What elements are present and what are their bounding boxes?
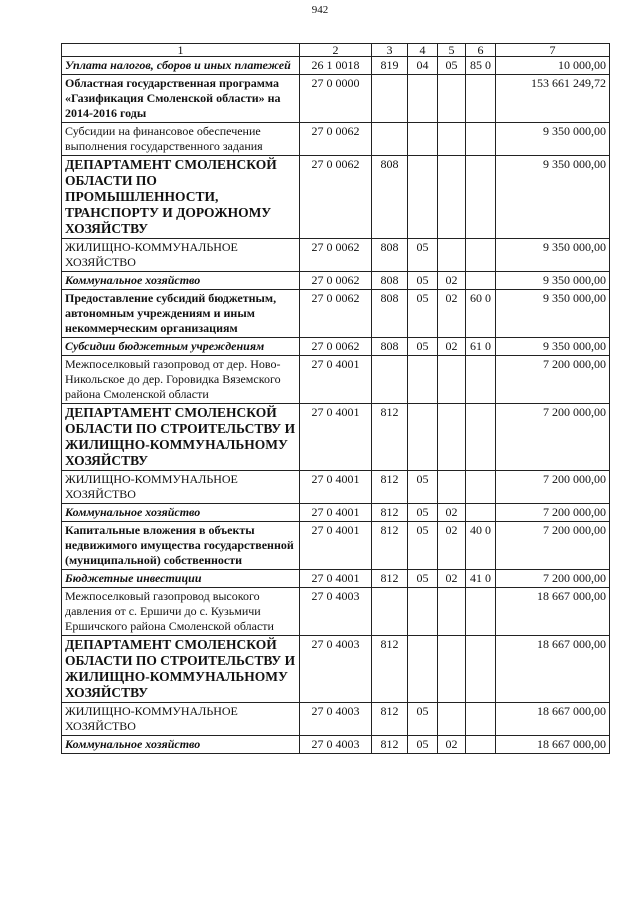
row-pr-cell: 02: [438, 736, 466, 754]
row-gr-cell: 812: [372, 570, 408, 588]
row-code-cell: 27 0 4001: [300, 404, 372, 471]
table-body: [62, 57, 610, 754]
table-row: [62, 239, 610, 272]
row-code-cell: 27 0 0062: [300, 239, 372, 272]
row-name-cell: ЖИЛИЩНО-КОММУНАЛЬНОЕ ХОЗЯЙСТВО: [62, 239, 300, 272]
row-gr-cell: 812: [372, 522, 408, 570]
row-vr-cell: [466, 156, 496, 239]
row-pr-cell: [438, 156, 466, 239]
row-sum-cell: 9 350 000,00: [496, 272, 610, 290]
row-pr-cell: [438, 239, 466, 272]
row-gr-cell: 812: [372, 703, 408, 736]
row-gr-cell: [372, 123, 408, 156]
row-rz-cell: 05: [408, 272, 438, 290]
row-pr-cell: 02: [438, 272, 466, 290]
table-row: [62, 588, 610, 636]
row-gr-cell: 808: [372, 290, 408, 338]
row-rz-cell: 05: [408, 504, 438, 522]
row-sum-cell: 7 200 000,00: [496, 471, 610, 504]
row-gr-cell: 808: [372, 156, 408, 239]
row-rz-cell: [408, 356, 438, 404]
row-code-cell: 27 0 0000: [300, 75, 372, 123]
row-sum-cell: 18 667 000,00: [496, 588, 610, 636]
row-sum-cell: 9 350 000,00: [496, 156, 610, 239]
row-name-cell: ДЕПАРТАМЕНТ СМОЛЕНСКОЙ ОБЛАСТИ ПО ПРОМЫШЛЕННОСТИ, ТРАНСПОРТУ И ДОРОЖНОМУ ХОЗЯЙСТВУ: [62, 156, 300, 239]
table-row: [62, 522, 610, 570]
row-rz-cell: [408, 75, 438, 123]
row-name-cell: Областная государственная программа «Газификация Смоленской области» на 2014-2016 годы: [62, 75, 300, 123]
row-sum-cell: 7 200 000,00: [496, 356, 610, 404]
row-vr-cell: 61 0: [466, 338, 496, 356]
row-vr-cell: [466, 471, 496, 504]
row-rz-cell: 05: [408, 703, 438, 736]
row-sum-cell: 7 200 000,00: [496, 404, 610, 471]
row-rz-cell: 05: [408, 338, 438, 356]
row-code-cell: 27 0 4003: [300, 588, 372, 636]
row-name-cell: Межпоселковый газопровод от дер. Ново-Никольское до дер. Горовидка Вяземского района Смоленской области: [62, 356, 300, 404]
row-vr-cell: [466, 75, 496, 123]
row-name-cell: Коммунальное хозяйство: [62, 272, 300, 290]
row-gr-cell: 808: [372, 338, 408, 356]
row-name-cell: ЖИЛИЩНО-КОММУНАЛЬНОЕ ХОЗЯЙСТВО: [62, 471, 300, 504]
row-rz-cell: 04: [408, 57, 438, 75]
row-pr-cell: 02: [438, 504, 466, 522]
row-rz-cell: [408, 404, 438, 471]
header-cell: 2: [300, 44, 372, 57]
header-cell: 7: [496, 44, 610, 57]
row-sum-cell: 7 200 000,00: [496, 522, 610, 570]
page-number: 942: [311, 4, 329, 16]
row-gr-cell: 808: [372, 239, 408, 272]
row-rz-cell: [408, 156, 438, 239]
row-name-cell: Межпоселковый газопровод высокого давления от с. Ершичи до с. Кузьмичи Ершичского района Смоленской области: [62, 588, 300, 636]
table-row: [62, 404, 610, 471]
row-code-cell: 27 0 0062: [300, 272, 372, 290]
row-sum-cell: 18 667 000,00: [496, 636, 610, 703]
row-sum-cell: 153 661 249,72: [496, 75, 610, 123]
table-row: [62, 338, 610, 356]
row-gr-cell: 808: [372, 272, 408, 290]
row-pr-cell: 02: [438, 338, 466, 356]
row-code-cell: 27 0 0062: [300, 156, 372, 239]
row-vr-cell: [466, 504, 496, 522]
row-name-cell: ЖИЛИЩНО-КОММУНАЛЬНОЕ ХОЗЯЙСТВО: [62, 703, 300, 736]
row-code-cell: 27 0 0062: [300, 290, 372, 338]
table-row: [62, 356, 610, 404]
row-sum-cell: 7 200 000,00: [496, 504, 610, 522]
row-pr-cell: [438, 703, 466, 736]
row-gr-cell: [372, 75, 408, 123]
row-name-cell: ДЕПАРТАМЕНТ СМОЛЕНСКОЙ ОБЛАСТИ ПО СТРОИТЕЛЬСТВУ И ЖИЛИЩНО-КОММУНАЛЬНОМУ ХОЗЯЙСТВУ: [62, 636, 300, 703]
row-name-cell: Бюджетные инвестиции: [62, 570, 300, 588]
row-sum-cell: 9 350 000,00: [496, 123, 610, 156]
table-row: [62, 57, 610, 75]
row-rz-cell: [408, 636, 438, 703]
row-vr-cell: [466, 356, 496, 404]
row-name-cell: Субсидии бюджетным учреждениям: [62, 338, 300, 356]
table-row: [62, 471, 610, 504]
row-pr-cell: [438, 75, 466, 123]
row-name-cell: Капитальные вложения в объекты недвижимого имущества государственной (муниципальной) собственности: [62, 522, 300, 570]
table-row: [62, 156, 610, 239]
row-code-cell: 27 0 0062: [300, 338, 372, 356]
row-gr-cell: 812: [372, 736, 408, 754]
row-gr-cell: 812: [372, 504, 408, 522]
row-vr-cell: [466, 239, 496, 272]
row-gr-cell: [372, 356, 408, 404]
row-code-cell: 27 0 4001: [300, 570, 372, 588]
row-gr-cell: [372, 588, 408, 636]
row-vr-cell: [466, 404, 496, 471]
row-code-cell: 26 1 0018: [300, 57, 372, 75]
row-pr-cell: 05: [438, 57, 466, 75]
table-row: [62, 75, 610, 123]
header-cell: 4: [408, 44, 438, 57]
table-row: [62, 570, 610, 588]
row-code-cell: 27 0 4001: [300, 356, 372, 404]
row-code-cell: 27 0 4003: [300, 636, 372, 703]
row-rz-cell: 05: [408, 471, 438, 504]
row-gr-cell: 819: [372, 57, 408, 75]
row-pr-cell: [438, 636, 466, 703]
row-rz-cell: 05: [408, 290, 438, 338]
row-vr-cell: 60 0: [466, 290, 496, 338]
table-row: [62, 290, 610, 338]
row-pr-cell: [438, 471, 466, 504]
table-row: [62, 703, 610, 736]
row-pr-cell: 02: [438, 290, 466, 338]
budget-table: [61, 43, 610, 754]
row-name-cell: Коммунальное хозяйство: [62, 736, 300, 754]
row-code-cell: 27 0 4001: [300, 471, 372, 504]
row-name-cell: Коммунальное хозяйство: [62, 504, 300, 522]
row-rz-cell: 05: [408, 239, 438, 272]
row-sum-cell: 10 000,00: [496, 57, 610, 75]
row-pr-cell: 02: [438, 522, 466, 570]
table-row: [62, 123, 610, 156]
row-vr-cell: [466, 588, 496, 636]
row-rz-cell: 05: [408, 736, 438, 754]
row-vr-cell: 40 0: [466, 522, 496, 570]
row-code-cell: 27 0 0062: [300, 123, 372, 156]
table-row: [62, 504, 610, 522]
row-gr-cell: 812: [372, 471, 408, 504]
row-pr-cell: [438, 123, 466, 156]
row-gr-cell: 812: [372, 404, 408, 471]
row-vr-cell: [466, 736, 496, 754]
row-vr-cell: [466, 272, 496, 290]
row-name-cell: Субсидии на финансовое обеспечение выполнения государственного задания: [62, 123, 300, 156]
header-cell: 1: [62, 44, 300, 57]
row-code-cell: 27 0 4001: [300, 504, 372, 522]
row-name-cell: Предоставление субсидий бюджетным, автономным учреждениям и иным некоммерческим организациям: [62, 290, 300, 338]
row-rz-cell: [408, 123, 438, 156]
table-row: [62, 272, 610, 290]
row-sum-cell: 9 350 000,00: [496, 290, 610, 338]
row-pr-cell: [438, 404, 466, 471]
row-pr-cell: [438, 588, 466, 636]
row-sum-cell: 18 667 000,00: [496, 703, 610, 736]
row-gr-cell: 812: [372, 636, 408, 703]
row-code-cell: 27 0 4003: [300, 736, 372, 754]
row-pr-cell: 02: [438, 570, 466, 588]
row-vr-cell: 41 0: [466, 570, 496, 588]
row-sum-cell: 9 350 000,00: [496, 239, 610, 272]
row-sum-cell: 9 350 000,00: [496, 338, 610, 356]
row-pr-cell: [438, 356, 466, 404]
row-sum-cell: 7 200 000,00: [496, 570, 610, 588]
header-cell: 5: [438, 44, 466, 57]
row-vr-cell: [466, 123, 496, 156]
row-rz-cell: 05: [408, 522, 438, 570]
row-vr-cell: 85 0: [466, 57, 496, 75]
row-sum-cell: 18 667 000,00: [496, 736, 610, 754]
table-row: [62, 636, 610, 703]
row-vr-cell: [466, 703, 496, 736]
row-code-cell: 27 0 4003: [300, 703, 372, 736]
header-cell: 3: [372, 44, 408, 57]
row-vr-cell: [466, 636, 496, 703]
table-row: [62, 736, 610, 754]
row-code-cell: 27 0 4001: [300, 522, 372, 570]
row-rz-cell: [408, 588, 438, 636]
row-name-cell: Уплата налогов, сборов и иных платежей: [62, 57, 300, 75]
header-row: [62, 44, 610, 57]
row-rz-cell: 05: [408, 570, 438, 588]
row-name-cell: ДЕПАРТАМЕНТ СМОЛЕНСКОЙ ОБЛАСТИ ПО СТРОИТЕЛЬСТВУ И ЖИЛИЩНО-КОММУНАЛЬНОМУ ХОЗЯЙСТВУ: [62, 404, 300, 471]
header-cell: 6: [466, 44, 496, 57]
